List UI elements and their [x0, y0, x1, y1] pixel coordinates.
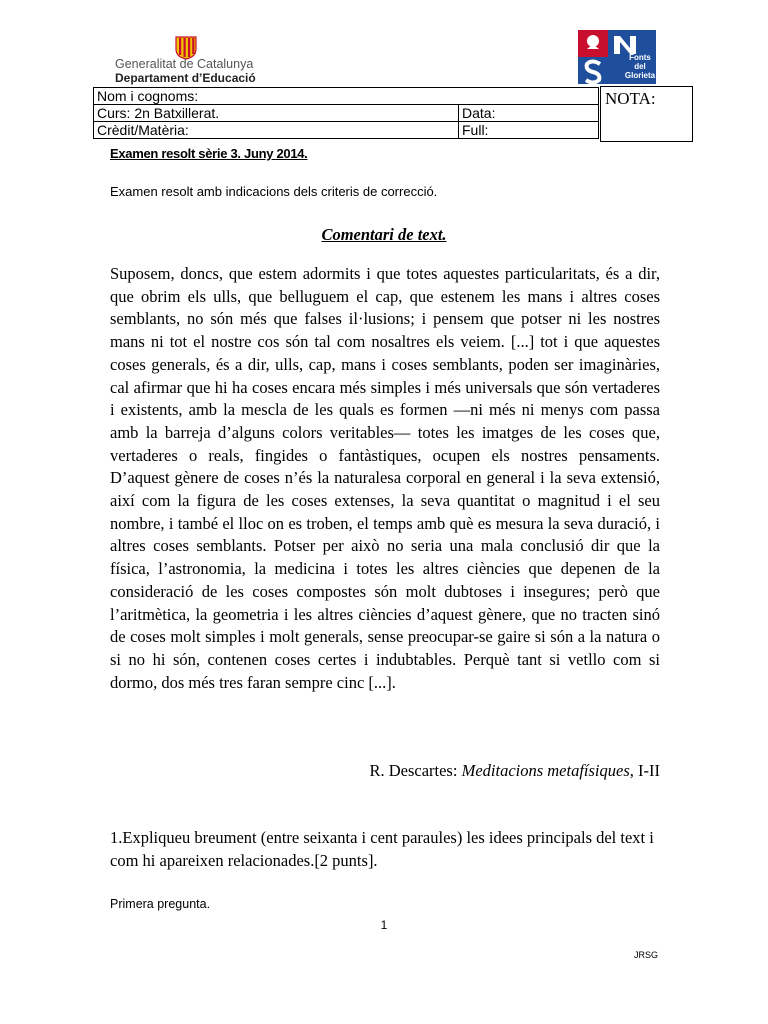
page-number: 1 [380, 918, 388, 932]
gencat-name: Generalitat de Catalunya [115, 57, 254, 71]
school-logo-text: Fonts del Glorieta [624, 53, 656, 80]
citation [369, 761, 660, 781]
school-logo [578, 30, 656, 84]
grade-box[interactable] [600, 86, 693, 142]
name-label: Nom i cognoms: [97, 88, 199, 104]
grade-label: NOTA: [605, 89, 656, 108]
credit-field[interactable] [94, 122, 459, 139]
student-info-table [93, 87, 599, 139]
course-field[interactable] [94, 105, 459, 122]
author-initials: JRSG [634, 950, 659, 960]
passage-text: Suposem, doncs, que estem adormits i que totes aquestes particularitats, és a dir, que obrim els ulls, que belluguem el cap, que estenem les mans i altres coses semblants, no són més que falses il·lusions; i pensem que potser ni les nostres mans ni tot el nostre cos són tal com nosaltres els veiem. [...] tot i que aquestes coses generals, és a dir, ulls, cap, mans i coses semblants, poden ser imaginàries, cal afirmar que hi ha coses encara més simples i més universals que són vertaderes i existents, amb la mescla de les quals es formen —ni més ni menys com passa amb la barreja d’alguns colors veritables— totes les imatges de les coses que, vertaderes o reals, fingides o fantàstiques, ocupen els nostres pensaments. D’aquest gènere de coses n’és la naturalesa corporal en general i la seva extensió, així com la figura de les coses extenses, la seva quantitat o magnitud i el seu nombre, i també el lloc on es troben, el temps amb què es mesura la seva duració, i altres coses semblants. Potser per això no seria una mala conclusió dir que la física, l’astronomia, la medicina i totes les altres ciències que depenen de la consideració de les coses compostes són molt dubtoses i insegures; però que l’aritmètica, la geometria i les altres ciències d’aquest gènere, que no tracten sinó de coses molt simples i molt generals, sense preocupar-se gaire si són a la natura o si no hi són, contenen coses certes i indubtables. Perquè tant si vetllo com si dormo, dos més tres faran sempre cinc [...]. [110, 264, 660, 692]
citation-author: R. Descartes: [369, 761, 458, 780]
name-field[interactable] [94, 88, 599, 105]
section-title: Comentari de text. [321, 225, 447, 244]
date-field[interactable] [459, 105, 599, 122]
course-label: Curs: 2n Batxillerat. [97, 105, 220, 121]
exam-title: Examen resolt sèrie 3. Juny 2014. [110, 146, 308, 161]
answer-heading: Primera pregunta. [110, 897, 211, 911]
text-passage [110, 263, 660, 694]
credit-label: Crèdit/Matèria: [97, 122, 189, 138]
generalitat-logo [115, 36, 265, 86]
exam-note: Examen resolt amb indicacions dels criteris de correcció. [110, 184, 438, 199]
question-1: 1.Expliqueu breument (entre seixanta i cent paraules) les idees principals del text i com hi apareixen relacionades.[2 punts]. [110, 828, 654, 870]
sheet-label: Full: [462, 122, 489, 138]
sheet-field[interactable] [459, 122, 599, 139]
citation-work: Meditacions metafísiques [461, 761, 630, 780]
department-name: Departament d’Educació [115, 71, 256, 85]
date-label: Data: [462, 105, 496, 121]
citation-section: , I-II [629, 761, 660, 780]
